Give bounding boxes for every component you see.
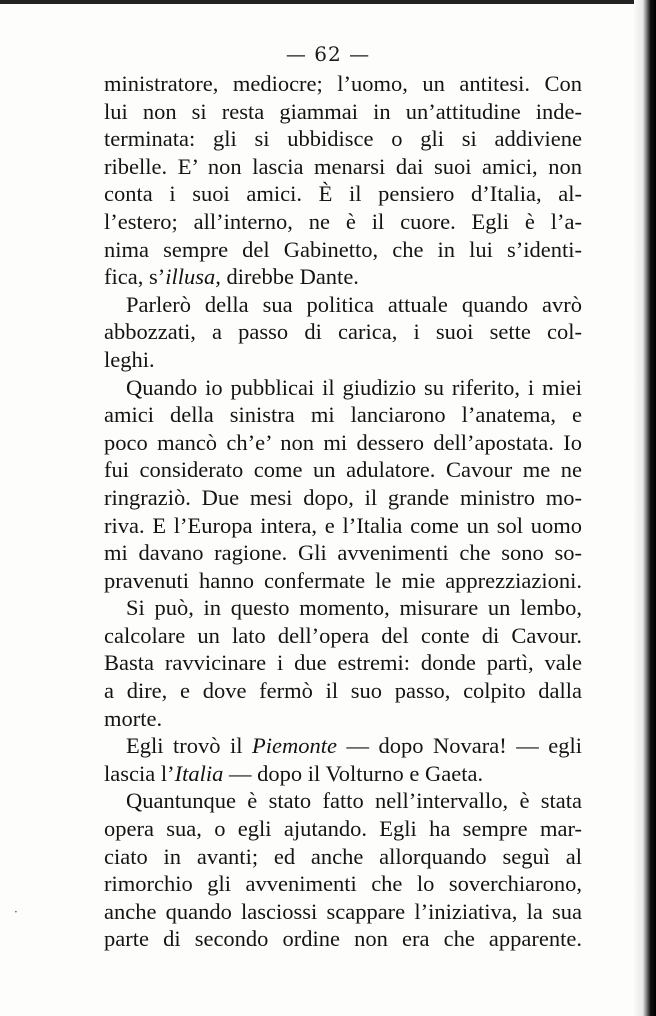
text-line	[104, 401, 582, 429]
text-line	[104, 705, 582, 733]
text-line	[104, 125, 582, 153]
text-line	[104, 677, 582, 705]
text-segment: fica, s’	[104, 264, 166, 290]
text-line	[104, 512, 582, 540]
text-segment: rimorchio gli avvenimenti che lo soverchiarono,	[104, 871, 582, 897]
text-segment: — dopo il Volturno e Gaeta.	[223, 760, 484, 786]
text-segment: mi davano ragione. Gli avvenimenti che sono so-	[104, 540, 582, 566]
scan-top-edge	[0, 0, 656, 4]
body-text	[104, 70, 582, 953]
text-segment: Quando io pubblicai il giudizio su riferito, i miei	[126, 374, 582, 400]
text-segment: morte.	[104, 705, 163, 731]
italic-text: Piemonte	[252, 733, 337, 759]
text-line	[104, 263, 582, 291]
text-line	[104, 539, 582, 567]
text-line	[104, 843, 582, 871]
text-segment: conta i suoi amici. È il pensiero d’Italia, al-	[104, 181, 582, 207]
text-line	[104, 456, 582, 484]
text-segment: Parlerò della sua politica attuale quando avrò	[126, 291, 582, 317]
text-segment: Si può, in questo momento, misurare un lembo,	[126, 595, 582, 621]
text-line	[104, 236, 582, 264]
text-segment: lascia l’	[104, 760, 175, 786]
text-line	[104, 70, 582, 98]
text-line	[104, 291, 582, 319]
text-segment: amici della sinistra mi lanciarono l’anatema, e	[104, 402, 582, 428]
text-line	[104, 318, 582, 346]
text-line	[104, 567, 582, 595]
text-segment: terminata: gli si ubbidisce o gli si addiviene	[104, 126, 582, 152]
text-line	[104, 815, 582, 843]
text-segment: ribelle. E’ non lascia menarsi dai suoi amici, non	[104, 153, 582, 179]
text-segment: Basta ravvicinare i due estremi: donde partì, vale	[104, 650, 582, 676]
text-segment: ministratore, mediocre; l’uomo, un antitesi. Con	[104, 71, 582, 96]
text-line	[104, 732, 582, 760]
text-segment: calcolare un lato dell’opera del conte di Cavour.	[104, 622, 582, 648]
text-line	[104, 98, 582, 126]
text-line	[104, 787, 582, 815]
italic-text: illusa,	[165, 264, 221, 290]
text-line	[104, 870, 582, 898]
text-segment: anche quando lasciossi scappare l’iniziativa, la sua	[104, 898, 582, 924]
scan-speck-mark: ·	[14, 905, 18, 919]
text-segment: nima sempre del Gabinetto, che in lui s’identi-	[104, 236, 582, 262]
text-segment: poco mancò ch’e’ non mi dessero dell’apostata. Io	[104, 429, 582, 455]
text-line	[104, 208, 582, 236]
text-segment: fui considerato come un adulatore. Cavour me ne	[104, 457, 582, 483]
text-line	[104, 153, 582, 181]
text-segment: parte di secondo ordine non era che apparente.	[104, 926, 582, 952]
text-line	[104, 898, 582, 926]
text-line	[104, 622, 582, 650]
text-line	[104, 484, 582, 512]
text-line	[104, 346, 582, 374]
text-segment: opera sua, o egli ajutando. Egli ha sempre mar-	[104, 816, 582, 842]
text-line	[104, 594, 582, 622]
text-line	[104, 180, 582, 208]
text-line	[104, 429, 582, 457]
text-segment: — dopo Novara! — egli	[337, 733, 582, 759]
text-line	[104, 925, 582, 953]
text-line	[104, 374, 582, 402]
text-segment: Egli trovò il	[126, 733, 253, 759]
text-line	[104, 649, 582, 677]
text-segment: direbbe Dante.	[220, 264, 359, 290]
text-segment: lui non si resta giammai in un’attitudine inde-	[104, 98, 582, 124]
text-segment: Quantunque è stato fatto nell’intervallo, è stata	[126, 788, 582, 814]
text-segment: a dire, e dove fermò il suo passo, colpito dalla	[104, 678, 582, 704]
text-line	[104, 760, 582, 788]
text-segment: pravenuti hanno confermate le mie apprezziazioni.	[104, 567, 582, 593]
text-segment: leghi.	[104, 346, 155, 372]
scan-right-edge	[634, 0, 656, 1016]
text-segment: ringraziò. Due mesi dopo, il grande ministro mo-	[104, 484, 582, 510]
page-number: — 62 —	[285, 42, 371, 66]
text-segment: l’estero; all’interno, ne è il cuore. Egli è l’a-	[104, 208, 582, 234]
text-segment: riva. E l’Europa intera, e l’Italia come un sol uomo	[104, 512, 582, 538]
text-segment: abbozzati, a passo di carica, i suoi sette col-	[104, 319, 582, 345]
italic-text: Italia	[174, 760, 224, 786]
text-segment: ciato in avanti; ed anche allorquando seguì al	[104, 843, 582, 869]
